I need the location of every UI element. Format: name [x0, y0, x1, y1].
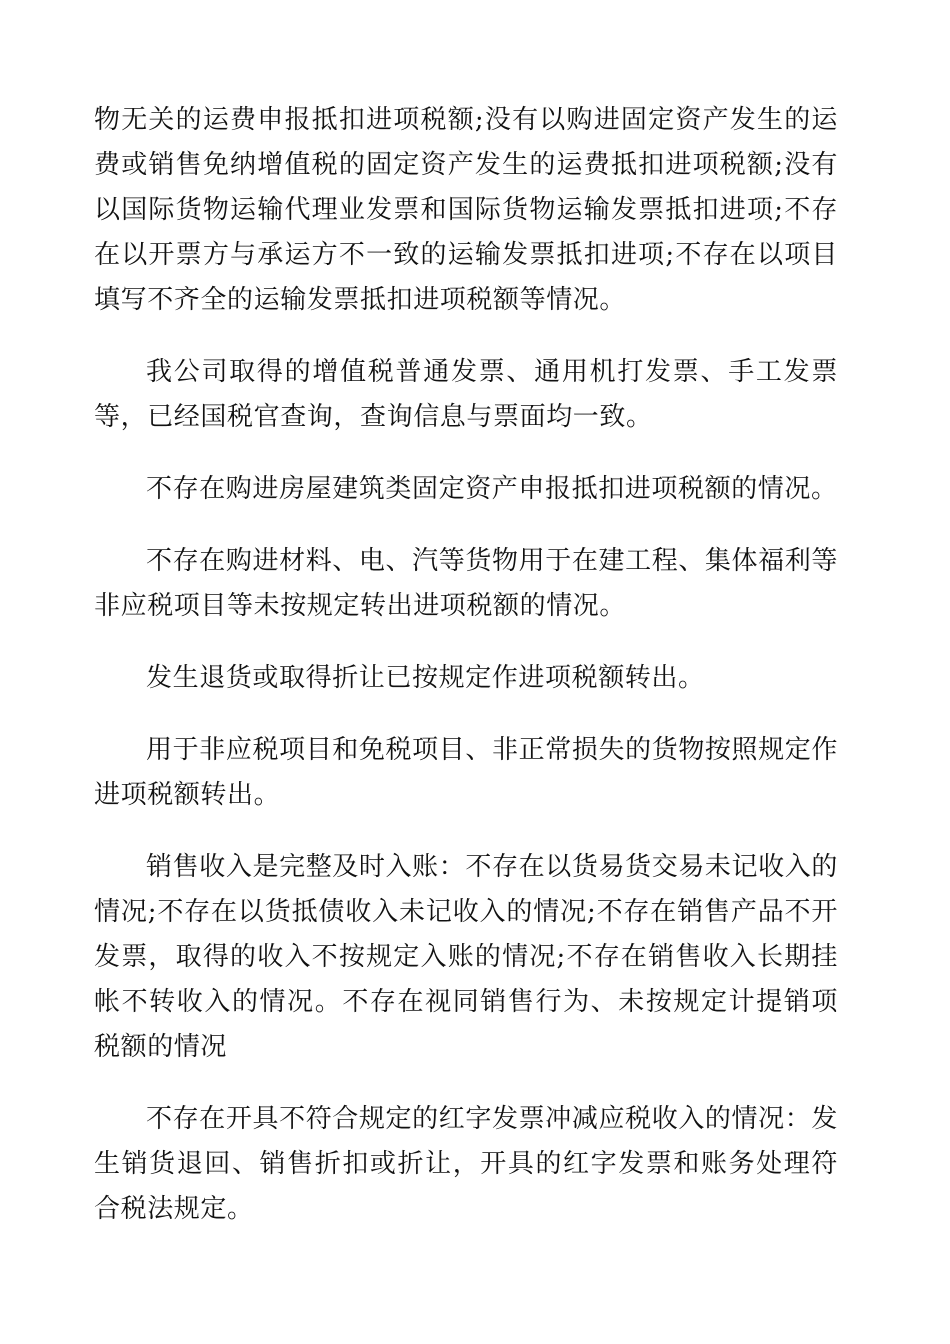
paragraph-2: 我公司取得的增值税普通发票、通用机打发票、手工发票等，已经国税官查询，查询信息与票面均一致。 [94, 357, 838, 432]
paragraph-5: 发生退货或取得折让已按规定作进项税额转出。 [146, 663, 705, 693]
paragraph-3: 不存在购进房屋建筑类固定资产申报抵扣进项税额的情况。 [146, 474, 838, 504]
paragraph-4: 不存在购进材料、电、汽等货物用于在建工程、集体福利等非应税项目等未按规定转出进项税额的情况。 [94, 546, 838, 621]
paragraph-8: 不存在开具不符合规定的红字发票冲减应税收入的情况：发生销货退回、销售折扣或折让，开具的红字发票和账务处理符合税法规定。 [94, 1104, 838, 1224]
paragraph-7: 销售收入是完整及时入账：不存在以货易货交易未记收入的情况;不存在以货抵债收入未记收入的情况;不存在销售产品不开发票，取得的收入不按规定入账的情况;不存在销售收入长期挂帐不转收入的情况。不存在视同销售行为、未按规定计提销项税额的情况 [94, 852, 838, 1062]
paragraph-1: 物无关的运费申报抵扣进项税额;没有以购进固定资产发生的运费或销售免纳增值税的固定资产发生的运费抵扣进项税额;没有以国际货物运输代理业发票和国际货物运输发票抵扣进项;不存在以开票方与承运方不一致的运输发票抵扣进项;不存在以项目填写不齐全的运输发票抵扣进项税额等情况。 [94, 105, 838, 315]
paragraph-6: 用于非应税项目和免税项目、非正常损失的货物按照规定作进项税额转出。 [94, 735, 838, 810]
